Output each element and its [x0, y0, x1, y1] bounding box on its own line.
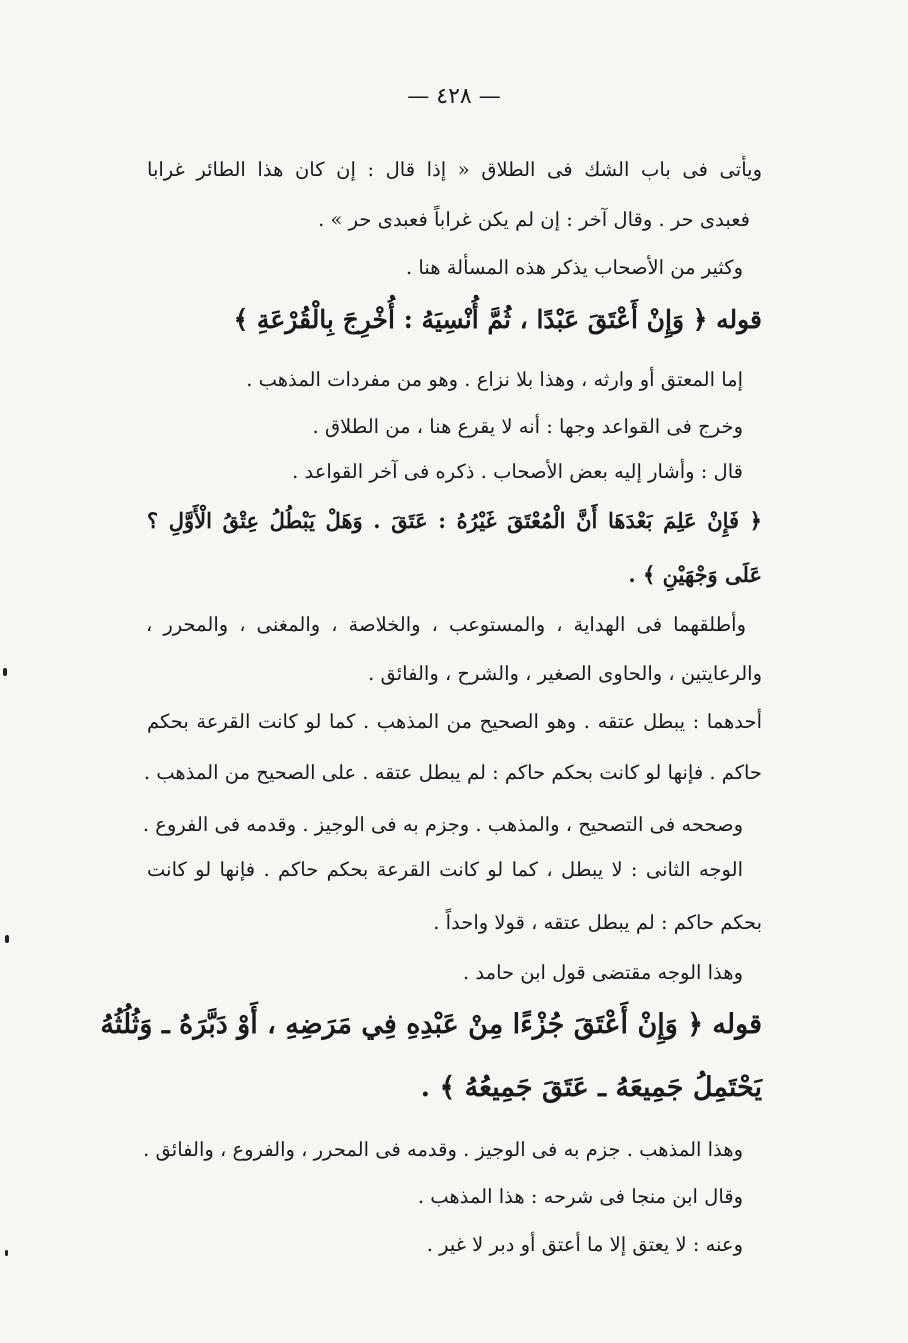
text-line: وهذا الوجه مقتضى قول ابن حامد .	[463, 961, 743, 984]
text-line: وعنه : لا يعتق إلا ما أعتق أو دبر لا غير .	[426, 1233, 743, 1256]
quoted-text: عَلَى وَجْهَيْنِ ﴾ .	[628, 562, 762, 587]
text-line: وصححه فى التصحيح ، والمذهب . وجزم به فى الوجيز . وقدمه فى الفروع .	[142, 813, 743, 836]
text-line: قال : وأشار إليه بعض الأصحاب . ذكره فى آخر القواعد .	[292, 460, 743, 483]
quoted-text: ﴿ فَإِنْ عَلِمَ بَعْدَهَا أَنَّ الْمُعْتَقَ غَيْرُهُ : عَتَقَ . وَهَلْ يَبْطُلُ عِتْقُ الْأَوَّلِ ؟	[147, 508, 762, 533]
section-heading: قوله ﴿ وَإِنْ أَعْتَقَ جُزْءًا مِنْ عَبْدِهِ فِي مَرَضِهِ ، أَوْ دَبَّرَهُ ـ وَثُلُثُهُ	[100, 1009, 762, 1040]
scan-mark	[5, 1250, 8, 1256]
section-heading: قوله ﴿ وَإِنْ أَعْتَقَ عَبْدًا ، ثُمَّ أُنْسِيَهُ : أُخْرِجَ بِالْقُرْعَةِ ﴾	[233, 305, 762, 334]
text-line: وهذا المذهب . جزم به فى الوجيز . وقدمه فى المحرر ، والفروع ، والفائق .	[143, 1138, 743, 1161]
text-line: حاكم . فإنها لو كانت بحكم حاكم : لم يبطل عتقه . على الصحيح من المذهب .	[143, 761, 762, 784]
text-line: وخرج فى القواعد وجها : أنه لا يقرع هنا ، من الطلاق .	[312, 415, 743, 438]
text-line: والرعايتين ، والحاوى الصغير ، والشرح ، والفائق .	[368, 662, 762, 685]
text-line: إما المعتق أو وارثه ، وهذا بلا نزاع . وهو من مفردات المذهب .	[246, 368, 743, 391]
page-number: — ٤٢٨ —	[407, 84, 501, 109]
text-line: وأطلقهما فى الهداية ، والمستوعب ، والخلاصة ، والمغنى ، والمحرر ،	[146, 613, 746, 636]
text-line: أحدهما : يبطل عتقه . وهو الصحيح من المذهب . كما لو كانت القرعة بحكم	[147, 710, 762, 733]
text-line: وكثير من الأصحاب يذكر هذه المسألة هنا .	[405, 256, 743, 279]
scan-mark	[5, 935, 9, 943]
text-line: فعبدى حر . وقال آخر : إن لم يكن غراباً فعبدى حر » .	[318, 208, 750, 231]
text-line: ويأتى فى باب الشك فى الطلاق « إذا قال : إن كان هذا الطائر غرابا	[147, 158, 762, 181]
text-line: وقال ابن منجا فى شرحه : هذا المذهب .	[417, 1185, 743, 1208]
scan-mark	[3, 668, 7, 676]
text-line: الوجه الثانى : لا يبطل ، كما لو كانت القرعة بحكم حاكم . فإنها لو كانت	[147, 858, 743, 881]
section-heading: يَحْتَمِلُ جَمِيعَهُ ـ عَتَقَ جَمِيعُهُ ﴾ .	[420, 1072, 762, 1103]
text-line: بحكم حاكم : لم يبطل عتقه ، قولا واحداً .	[433, 911, 762, 934]
